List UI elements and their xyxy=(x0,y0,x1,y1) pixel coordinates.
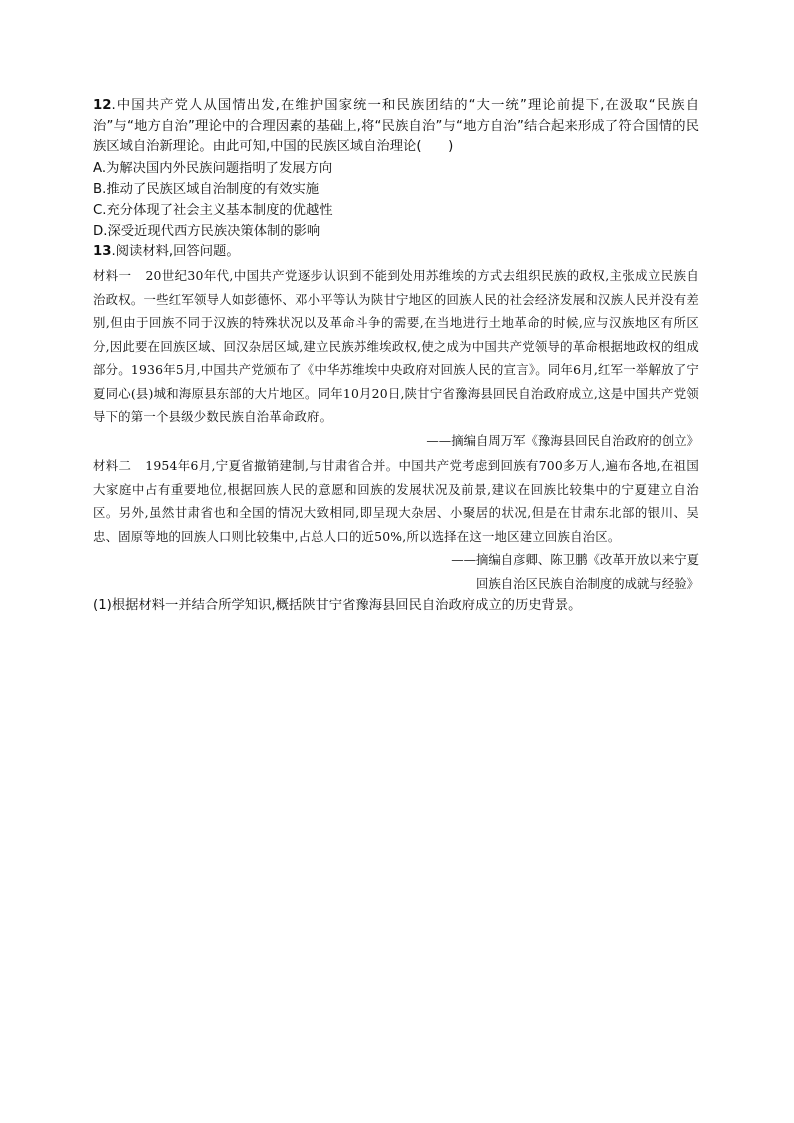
question-13-stem xyxy=(93,242,699,263)
question-13-text: .阅读材料,回答问题。 xyxy=(111,243,240,259)
question-12-stem xyxy=(93,96,699,158)
material-two-text: 1954年6月,宁夏省撤销建制,与甘肃省合并。中国共产党考虑到回族有700多万人,遍布各地,在祖国大家庭中占有重要地位,根据回族人民的意愿和回族的发展状况及前景,建议在回族比较集中的宁夏建立自治区。另外,虽然甘肃省也和全国的情况大致相同,即呈现大杂居、小聚居的状况,但是在甘肃东北部的银川、吴忠、固原等地的回族人口则比较集中,占总人口的近50%,所以选择在这一地区建立回族自治区。 xyxy=(93,458,699,544)
material-two xyxy=(93,454,699,548)
question-13-sub-1: (1)根据材料一并结合所学知识,概括陕甘宁省豫海县回民自治政府成立的历史背景。 xyxy=(93,598,582,613)
question-13-number: 13 xyxy=(93,243,112,259)
material-one-source: ——摘编自周万军《豫海县回民自治政府的创立》 xyxy=(426,432,699,448)
material-two-label: 材料二 xyxy=(93,458,132,473)
material-one-text: 20世纪30年代,中国共产党逐步认识到不能到处用苏维埃的方式去组织民族的政权,主张成立民族自治政权。一些红军领导人如彭德怀、邓小平等认为陕甘宁地区的回族人民的社会经济发展和汉族人民并没有差别,但由于回族不同于汉族的特殊状况以及革命斗争的需要,在当地进行土地革命的时候,应与汉族地区有所区分,因此要在回族区域、回汉杂居区域,建立民族苏维埃政权,使之成为中国共产党领导的革命根据地政权的组成部分。1936年5月,中国共产党颁布了《中华苏维埃中央政府对回族人民的宣言》。同年6月,红军一举解放了宁夏同心(县)城和海原县东部的大片地区。同年10月20日,陕甘宁省豫海县回民自治政府成立,这是中国共产党领导下的第一个县级少数民族自治革命政府。 xyxy=(93,268,699,424)
material-one xyxy=(93,264,699,429)
question-12-number: 12 xyxy=(93,98,112,113)
page-content xyxy=(93,96,699,616)
question-12-option-b: B.推动了民族区域自治制度的有效实施 xyxy=(93,181,320,197)
material-one-label: 材料一 xyxy=(93,268,132,283)
question-12-text: .中国共产党人从国情出发,在维护国家统一和民族团结的“大一统”理论前提下,在汲取“民族自治”与“地方自治”理论中的合理因素的基础上,将“民族自治”与“地方自治”结合起来形成了符合国情的民族区域自治新理论。由此可知,中国的民族区域自治理论( ) xyxy=(93,98,699,154)
question-12-option-a: A.为解决国内外民族问题指明了发展方向 xyxy=(93,160,333,176)
question-12-option-c: C.充分体现了社会主义基本制度的优越性 xyxy=(93,202,333,218)
material-two-source-line-1: ——摘编自彦卿、陈卫鹏《改革开放以来宁夏 xyxy=(451,552,699,567)
question-12-option-d: D.深受近现代西方民族决策体制的影响 xyxy=(93,223,321,239)
material-two-source-line-2: 回族自治区民族自治制度的成就与经验》 xyxy=(475,575,699,591)
